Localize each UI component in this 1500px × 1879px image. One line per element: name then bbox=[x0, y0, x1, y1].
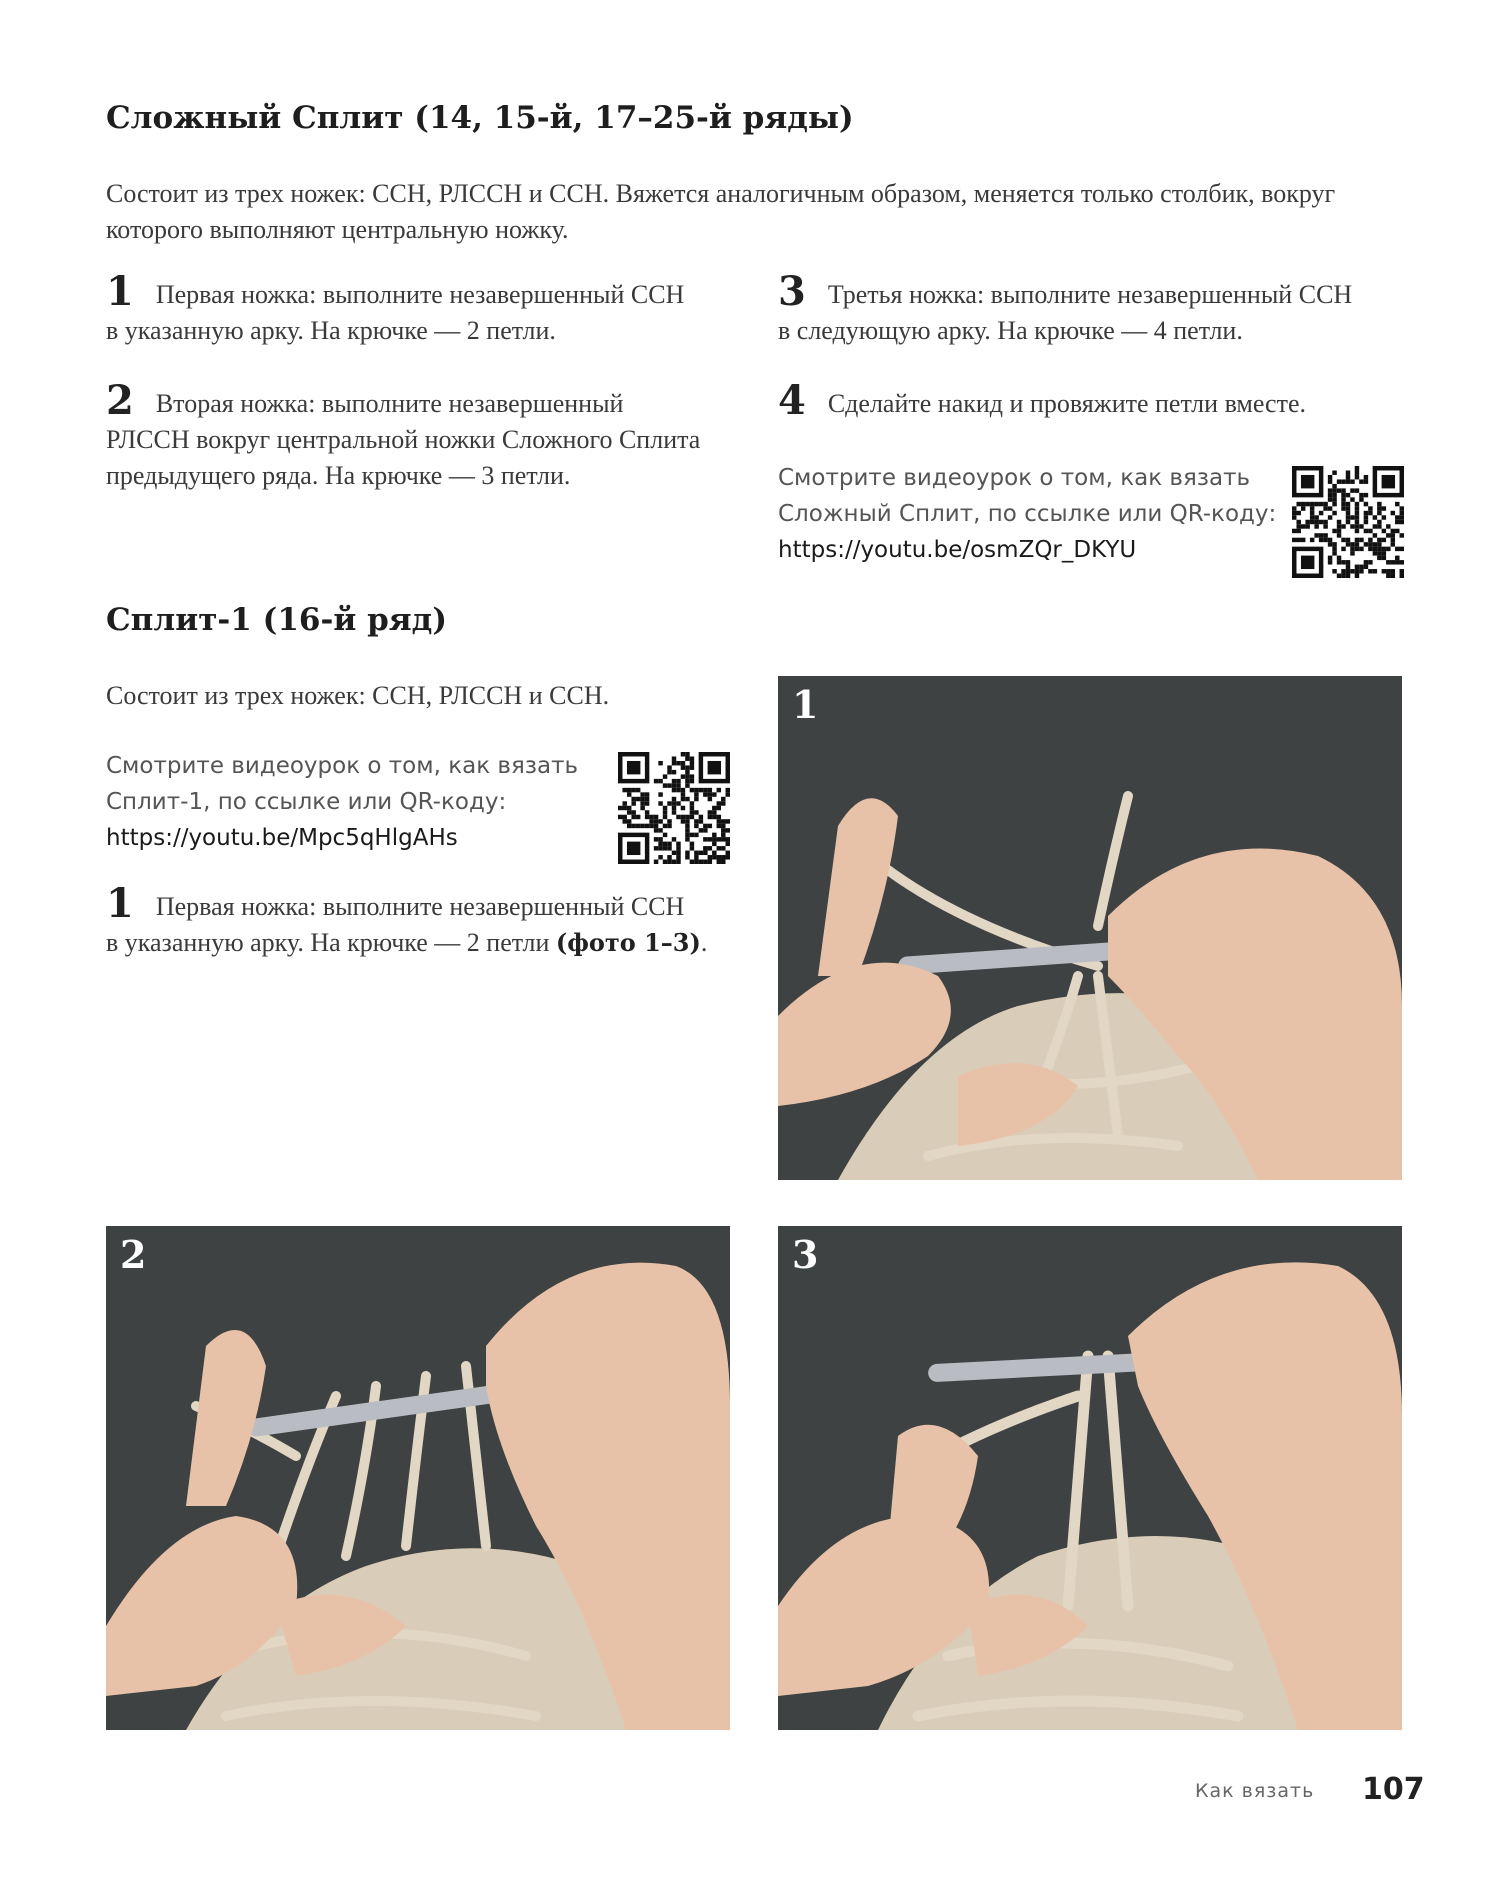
step-text: Сделайте накид и провяжите петли вместе. bbox=[827, 389, 1306, 418]
page-number: 107 bbox=[1362, 1772, 1425, 1807]
photo-label: 2 bbox=[120, 1232, 147, 1277]
step-number: 4 bbox=[778, 377, 806, 424]
step-number: 3 bbox=[778, 268, 806, 315]
qr-icon bbox=[618, 752, 730, 864]
section-intro: Состоит из трех ножек: ССН, РЛССН и ССН. bbox=[106, 681, 610, 710]
step-number: 2 bbox=[106, 377, 134, 424]
photo-3 bbox=[778, 1226, 1402, 1730]
step-text: Третья ножка: выполните незавершенный ССН bbox=[827, 280, 1353, 309]
video-link[interactable]: https://youtu.be/Mpc5qHlgAHs bbox=[106, 825, 458, 851]
step-4 bbox=[778, 377, 1438, 424]
photo-1 bbox=[778, 676, 1402, 1180]
step-text: . bbox=[700, 928, 708, 957]
step-text: Вторая ножка: выполните незавершенный bbox=[155, 389, 624, 418]
photo-label: 1 bbox=[792, 682, 819, 727]
step-text: в следующую арку. На крючке — 4 петли. bbox=[778, 316, 1243, 345]
video-note-complex-split bbox=[778, 460, 1278, 568]
step-text: Первая ножка: выполните незавершенный ССН bbox=[155, 892, 685, 921]
photo-reference: (фото 1–3) bbox=[555, 928, 701, 957]
step-3 bbox=[778, 268, 1438, 349]
crochet-photo-illustration bbox=[778, 676, 1402, 1180]
video-link[interactable]: https://youtu.be/osmZQr_DKYU bbox=[778, 537, 1137, 563]
footer-section-name: Как вязать bbox=[1195, 1780, 1315, 1802]
step-text: РЛССН вокруг центральной ножки Сложного Сплита bbox=[106, 425, 701, 454]
video-line: Смотрите видеоурок о том, как вязать bbox=[106, 753, 579, 779]
qr-code-split-1[interactable] bbox=[618, 752, 730, 864]
photo-2 bbox=[106, 1226, 730, 1730]
step-text: Первая ножка: выполните незавершенный ССН bbox=[155, 280, 685, 309]
step-text: в указанную арку. На крючке — 2 петли bbox=[106, 928, 556, 957]
step-2 bbox=[106, 377, 746, 494]
section-title-complex-split: Сложный Сплит (14, 15-й, 17–25-й ряды) bbox=[106, 100, 854, 136]
qr-icon bbox=[1292, 466, 1404, 578]
video-line: Сплит-1, по ссылке или QR-коду: bbox=[106, 789, 507, 815]
step-number: 1 bbox=[106, 880, 134, 927]
step-text: в указанную арку. На крючке — 2 петли. bbox=[106, 316, 556, 345]
video-note-split-1 bbox=[106, 748, 606, 856]
qr-code-complex-split[interactable] bbox=[1292, 466, 1404, 578]
crochet-photo-illustration bbox=[106, 1226, 730, 1730]
section-intro bbox=[106, 176, 1426, 248]
step-1 bbox=[106, 268, 746, 349]
step-1-split bbox=[106, 880, 746, 961]
video-line: Сложный Сплит, по ссылке или QR-коду: bbox=[778, 501, 1277, 527]
step-text: предыдущего ряда. На крючке — 3 петли. bbox=[106, 461, 571, 490]
step-number: 1 bbox=[106, 268, 134, 315]
intro-line: Состоит из трех ножек: ССН, РЛССН и ССН. Вяжется аналогичным образом, меняется только столбик, вокруг bbox=[106, 179, 1336, 208]
photo-label: 3 bbox=[792, 1232, 819, 1277]
intro-line: которого выполняют центральную ножку. bbox=[106, 215, 569, 244]
video-line: Смотрите видеоурок о том, как вязать bbox=[778, 465, 1251, 491]
section-title-split-1: Сплит-1 (16-й ряд) bbox=[106, 602, 448, 638]
crochet-photo-illustration bbox=[778, 1226, 1402, 1730]
